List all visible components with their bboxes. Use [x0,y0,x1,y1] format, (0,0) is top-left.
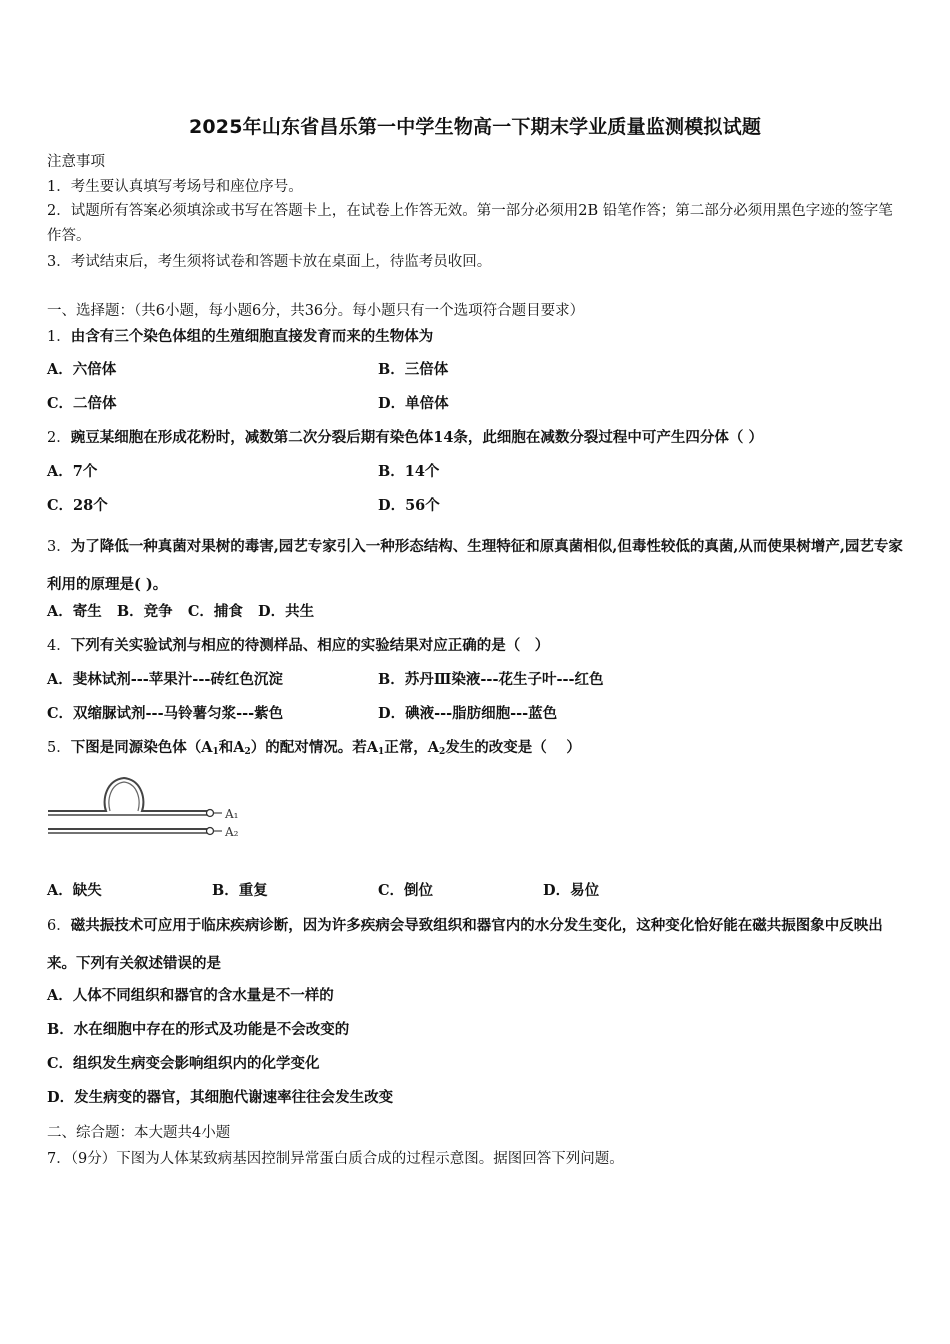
question-5 [47,738,581,762]
subscript: 2 [244,747,251,757]
page-title: 2025年山东省昌乐第一中学生物高一下期末学业质量监测模拟试题 [188,116,762,138]
q4-option-b: B．苏丹Ⅲ染液---花生子叶---红色 [378,671,604,688]
q5-option-a: A．缺失 [47,882,102,899]
centromere-a1 [207,810,214,817]
question-number: 6． [47,918,71,934]
subscript: 1 [378,747,385,757]
q2-option-c: C．28个 [47,497,108,514]
q6-option-c: C．组织发生病变会影响组织内的化学变化 [47,1055,320,1072]
q1-option-c: C．二倍体 [47,395,117,412]
question-text-part: ）的配对情况。若A [250,739,379,756]
section-2-heading: 二、综合题：本大题共4小题 [47,1125,231,1141]
q6-option-b: B．水在细胞中存在的形式及功能是不会改变的 [47,1021,350,1038]
notice-item-1: 1．考生要认真填写考场号和座位序号。 [47,179,303,195]
question-4 [47,636,549,656]
question-6 [47,907,905,982]
q5-option-b: B．重复 [212,882,268,899]
question-3 [47,528,905,603]
q1-option-d: D．单倍体 [378,395,449,412]
q5-option-c: C．倒位 [378,882,434,899]
q1-option-b: B．三倍体 [378,361,449,378]
q2-option-d: D．56个 [378,497,440,514]
question-text-part: 下图是同源染色体（A [70,739,213,756]
q2-option-a: A．7个 [47,463,98,480]
question-7 [47,1149,624,1169]
q4-option-d: D．碘液---脂肪细胞---蓝色 [378,705,558,722]
q3-option-c: C．捕食 [187,603,243,620]
question-number: 5． [47,740,71,756]
q2-option-b: B．14个 [378,463,440,480]
q1-option-a: A．六倍体 [47,361,117,378]
loop-inner [109,782,139,811]
label-a1: A₁ [225,807,239,821]
notice-item-2: 2．试题所有答案必须填涂或书写在答题卡上，在试卷上作答无效。第一部分必须用2B 铅笔作答；第二部分必须用黑色字迹的签字笔作答。 [47,203,893,244]
question-2 [47,428,763,448]
notice-item-3: 3．考试结束后，考生须将试卷和答题卡放在桌面上，待监考员收回。 [47,254,492,270]
question-number: 4． [47,638,71,654]
q6-option-a: A．人体不同组织和器官的含水量是不一样的 [47,987,334,1004]
question-number: 2． [47,430,71,446]
q3-options [47,602,314,622]
question-text: 由含有三个染色体组的生殖细胞直接发育而来的生物体为 [70,328,434,345]
q4-option-a: A．斐林试剂---苹果汁---砖红色沉淀 [47,671,283,688]
question-text: 为了降低一种真菌对果树的毒害,园艺专家引入一种形态结构、生理特征和原真菌相似,但毒性较低的真菌,从而使果树增产,园艺专家利用的原理是( )。 [47,538,903,593]
question-number: 1． [47,329,71,345]
chromosome-pairing-diagram [44,770,244,854]
label-a2: A₂ [225,825,239,839]
q3-option-d: D．共生 [258,603,315,620]
subscript: 1 [212,747,219,757]
question-text-part: 发生的改变是（ ） [445,739,581,756]
notice-heading: 注意事项 [47,154,105,170]
question-text: 磁共振技术可应用于临床疾病诊断，因为许多疾病会导致组织和器官内的水分发生变化，这种变化恰好能在磁共振图象中反映出来。下列有关叙述错误的是 [47,917,883,972]
q6-option-d: D．发生病变的器官，其细胞代谢速率往往会发生改变 [47,1089,394,1106]
section-1-heading: 一、选择题：（共6小题，每小题6分，共36分。每小题只有一个选项符合题目要求） [47,303,585,319]
q3-option-a: A．寄生 [47,603,102,620]
question-number: 3． [47,539,71,555]
question-text-part: 正常，A [384,739,440,756]
question-1 [47,327,433,347]
chromosome-loop-figure [44,770,244,850]
subscript: 2 [439,747,446,757]
question-number: 7． [47,1151,71,1167]
question-text: 豌豆某细胞在形成花粉时，减数第二次分裂后期有染色体14条，此细胞在减数分裂过程中可产生四分体（ ） [70,429,763,446]
q5-option-d: D．易位 [543,882,600,899]
question-text: 下列有关实验试剂与相应的待测样品、相应的实验结果对应正确的是（ ） [70,637,550,654]
question-text: （9分）下图为人体某致病基因控制异常蛋白质合成的过程示意图。据图回答下列问题。 [70,1151,624,1167]
q4-option-c: C．双缩脲试剂---马铃薯匀浆---紫色 [47,705,284,722]
q3-option-b: B．竞争 [116,603,173,620]
question-text-part: 和A [218,739,245,756]
centromere-a2 [207,828,214,835]
